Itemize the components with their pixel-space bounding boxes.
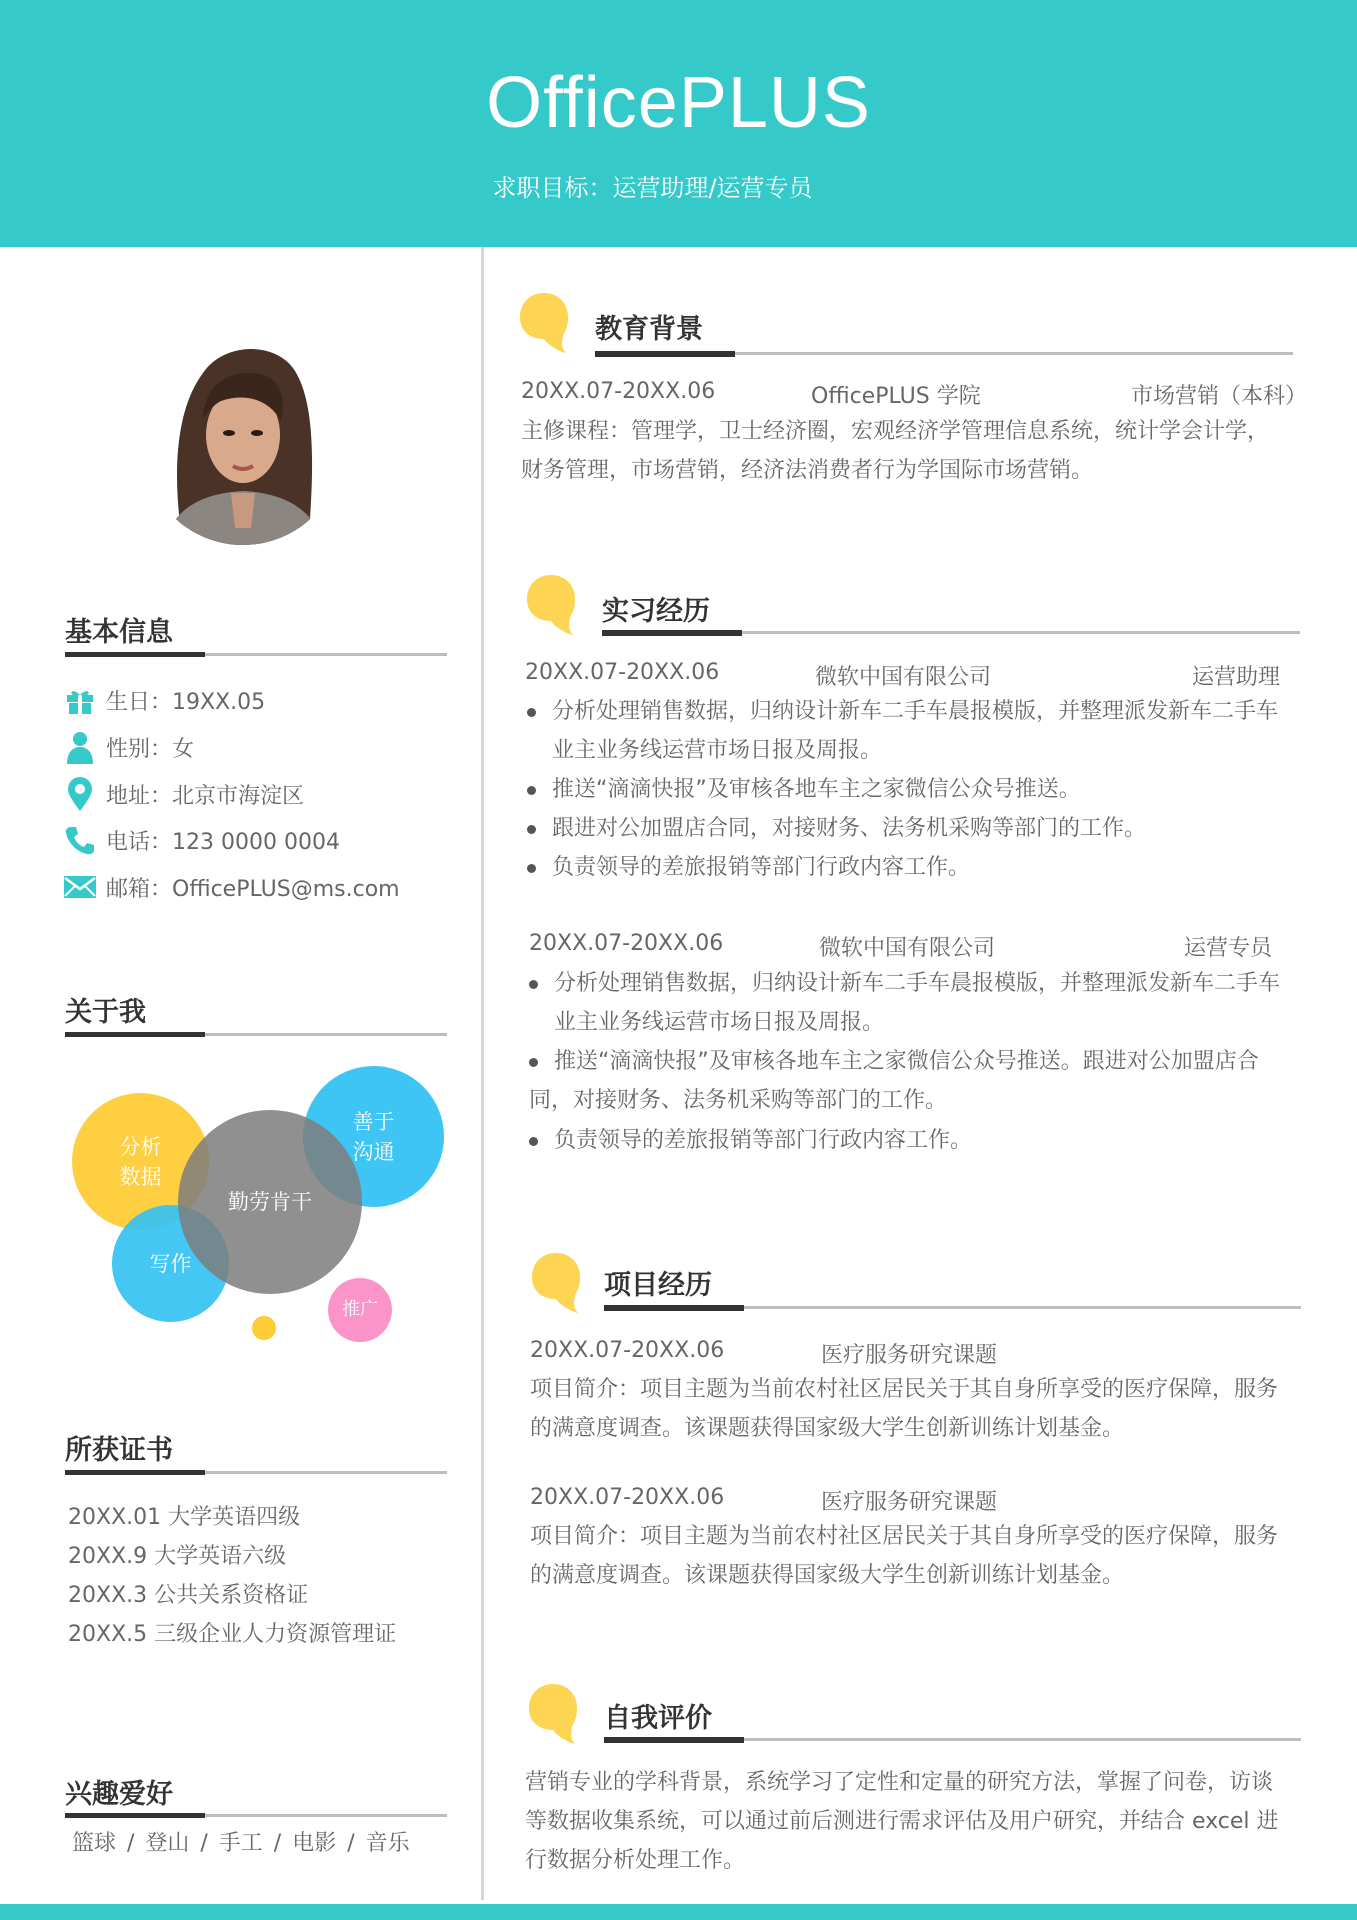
speech-bubble-icon bbox=[530, 1251, 582, 1313]
skill-bubble-diligent bbox=[178, 1110, 362, 1294]
job-role: 运营助理 bbox=[1192, 665, 1281, 690]
self-eval-line: 行数据分析处理工作。 bbox=[525, 1848, 746, 1873]
mail-icon bbox=[62, 871, 98, 903]
job-bullet bbox=[527, 809, 1342, 848]
job-company: 微软中国有限公司 bbox=[819, 936, 996, 961]
job-bullet-text: 负责领导的差旅报销等部门行政内容工作。 bbox=[554, 1128, 973, 1153]
job-bullet bbox=[527, 848, 1342, 887]
education-school: OfficePLUS 学院 bbox=[811, 384, 981, 409]
project-name: 医疗服务研究课题 bbox=[821, 1343, 998, 1368]
person-icon bbox=[62, 731, 98, 763]
certs-title: 所获证书 bbox=[65, 1435, 173, 1466]
skill-label-analysis: 分析 数据 bbox=[119, 1134, 162, 1189]
job-bullet-text: 分析处理销售数据，归纳设计新车二手车晨报模版，并整理派发新车二手车 bbox=[552, 699, 1279, 724]
info-address bbox=[62, 777, 304, 811]
skill-label-writing: 写作 bbox=[149, 1251, 192, 1276]
job-company: 微软中国有限公司 bbox=[815, 665, 992, 690]
education-line: 财务管理，市场营销，经济法消费者行为学国际市场营销。 bbox=[521, 458, 1094, 483]
info-email bbox=[62, 870, 400, 904]
job-bullet-text: 负责领导的差旅报销等部门行政内容工作。 bbox=[552, 855, 971, 880]
candidate-name: OfficePLUS bbox=[486, 63, 871, 143]
bullet-dot bbox=[529, 1058, 538, 1067]
info-email-text: 邮箱：OfficePLUS@ms.com bbox=[106, 876, 400, 902]
project-row bbox=[530, 1485, 1310, 1515]
info-phone bbox=[62, 823, 340, 857]
job-bullet bbox=[529, 964, 1344, 1042]
job-bullet-text: 同，对接财务、法务机采购等部门的工作。 bbox=[529, 1088, 948, 1113]
cert-item: 20XX.3 公共关系资格证 bbox=[68, 1583, 309, 1608]
info-birthday-text: 生日：19XX.05 bbox=[106, 689, 266, 715]
internship-rule bbox=[602, 631, 1300, 634]
speech-bubble-icon bbox=[527, 1682, 579, 1744]
bullet-dot bbox=[527, 786, 536, 795]
education-line: 主修课程：管理学，卫士经济圈，宏观经济学管理信息系统，统计学会计学， bbox=[521, 419, 1270, 444]
job-date: 20XX.07-20XX.06 bbox=[529, 931, 724, 956]
info-birthday bbox=[62, 683, 265, 717]
education-row bbox=[521, 379, 1308, 409]
bullet-dot bbox=[527, 864, 536, 873]
location-pin-icon bbox=[62, 778, 98, 810]
job-bullet-text: 业主业务线运营市场日报及周报。 bbox=[554, 1010, 885, 1035]
job-bullet bbox=[527, 770, 1342, 809]
project-line: 的满意度调查。该课题获得国家级大学生创新训练计划基金。 bbox=[530, 1416, 1125, 1441]
info-address-text: 地址：北京市海淀区 bbox=[106, 783, 305, 809]
skill-bubble-promotion bbox=[328, 1278, 392, 1342]
bullet-dot bbox=[527, 708, 536, 717]
project-line: 项目简介：项目主题为当前农村社区居民关于其自身所享受的医疗保障，服务 bbox=[530, 1524, 1279, 1549]
info-gender-text: 性别：女 bbox=[106, 736, 195, 762]
job-bullet bbox=[529, 1121, 1344, 1160]
skill-label-communication: 善于 沟通 bbox=[352, 1109, 395, 1164]
skill-label-diligent: 勤劳肯干 bbox=[228, 1190, 312, 1214]
internship-title: 实习经历 bbox=[602, 596, 710, 627]
job-row bbox=[529, 931, 1309, 961]
info-phone-text: 电话：123 0000 0004 bbox=[106, 829, 340, 855]
project-name: 医疗服务研究课题 bbox=[821, 1490, 998, 1515]
job-bullet-text: 推送“滴滴快报”及审核各地车主之家微信公众号推送。跟进对公加盟店合 bbox=[554, 1049, 1259, 1074]
self-eval-text bbox=[525, 1763, 1315, 1880]
job-bullet-text: 跟进对公加盟店合同，对接财务、法务机采购等部门的工作。 bbox=[552, 816, 1147, 841]
certs-rule bbox=[65, 1471, 447, 1474]
skill-label-promotion: 推广 bbox=[342, 1299, 378, 1320]
education-rule bbox=[595, 352, 1293, 355]
bullet-dot bbox=[529, 980, 538, 989]
self-eval-title: 自我评价 bbox=[604, 1703, 712, 1734]
education-date: 20XX.07-20XX.06 bbox=[521, 379, 716, 404]
self-eval-rule bbox=[604, 1738, 1301, 1741]
speech-bubble-icon bbox=[525, 573, 577, 635]
bullet-dot bbox=[529, 1137, 538, 1146]
footer-bar bbox=[0, 1904, 1357, 1920]
skills-bubbles bbox=[60, 1060, 460, 1360]
job-bullet-text: 推送“滴滴快报”及审核各地车主之家微信公众号推送。 bbox=[552, 777, 1081, 802]
column-divider bbox=[481, 247, 484, 1900]
basic-info-rule bbox=[65, 653, 447, 656]
profile-photo bbox=[143, 323, 343, 545]
header-banner bbox=[0, 0, 1357, 247]
job-row bbox=[525, 660, 1305, 690]
project-date: 20XX.07-20XX.06 bbox=[530, 1485, 725, 1510]
hobbies-rule bbox=[65, 1814, 447, 1817]
project-line: 项目简介：项目主题为当前农村社区居民关于其自身所享受的医疗保障，服务 bbox=[530, 1377, 1279, 1402]
education-courses bbox=[521, 412, 1311, 490]
cert-item: 20XX.01 大学英语四级 bbox=[68, 1505, 301, 1530]
job-bullet bbox=[527, 692, 1342, 770]
projects-title: 项目经历 bbox=[604, 1270, 712, 1301]
about-rule bbox=[65, 1033, 447, 1036]
education-major: 市场营销（本科） bbox=[1131, 384, 1308, 409]
project-row bbox=[530, 1338, 1310, 1368]
job-bullet bbox=[529, 1042, 1319, 1120]
decor-dot bbox=[252, 1316, 276, 1340]
job-goal: 求职目标：运营助理/运营专员 bbox=[492, 174, 813, 202]
project-date: 20XX.07-20XX.06 bbox=[530, 1338, 725, 1363]
job-bullet-text: 分析处理销售数据，归纳设计新车二手车晨报模版，并整理派发新车二手车 bbox=[554, 971, 1281, 996]
education-title: 教育背景 bbox=[595, 314, 703, 345]
project-desc bbox=[530, 1517, 1320, 1595]
info-gender bbox=[62, 730, 194, 764]
projects-rule bbox=[604, 1306, 1301, 1309]
cert-item: 20XX.9 大学英语六级 bbox=[68, 1544, 287, 1569]
gift-icon bbox=[62, 684, 98, 716]
speech-bubble-icon bbox=[518, 291, 570, 353]
job-date: 20XX.07-20XX.06 bbox=[525, 660, 720, 685]
project-desc bbox=[530, 1370, 1320, 1448]
cert-item: 20XX.5 三级企业人力资源管理证 bbox=[68, 1622, 397, 1647]
about-title: 关于我 bbox=[65, 997, 146, 1028]
job-bullet-first-line bbox=[529, 1042, 1319, 1081]
phone-icon bbox=[62, 824, 98, 856]
bullet-dot bbox=[527, 825, 536, 834]
hobbies-text: 篮球 / 登山 / 手工 / 电影 / 音乐 bbox=[72, 1831, 410, 1856]
self-eval-line: 等数据收集系统，可以通过前后测进行需求评估及用户研究，并结合 excel 进 bbox=[525, 1809, 1279, 1834]
hobbies-title: 兴趣爱好 bbox=[65, 1779, 173, 1810]
project-line: 的满意度调查。该课题获得国家级大学生创新训练计划基金。 bbox=[530, 1563, 1125, 1588]
self-eval-line: 营销专业的学科背景，系统学习了定性和定量的研究方法，掌握了问卷，访谈 bbox=[525, 1770, 1274, 1795]
job-bullet-text: 业主业务线运营市场日报及周报。 bbox=[552, 738, 883, 763]
basic-info-title: 基本信息 bbox=[65, 617, 173, 648]
job-role: 运营专员 bbox=[1184, 936, 1273, 961]
